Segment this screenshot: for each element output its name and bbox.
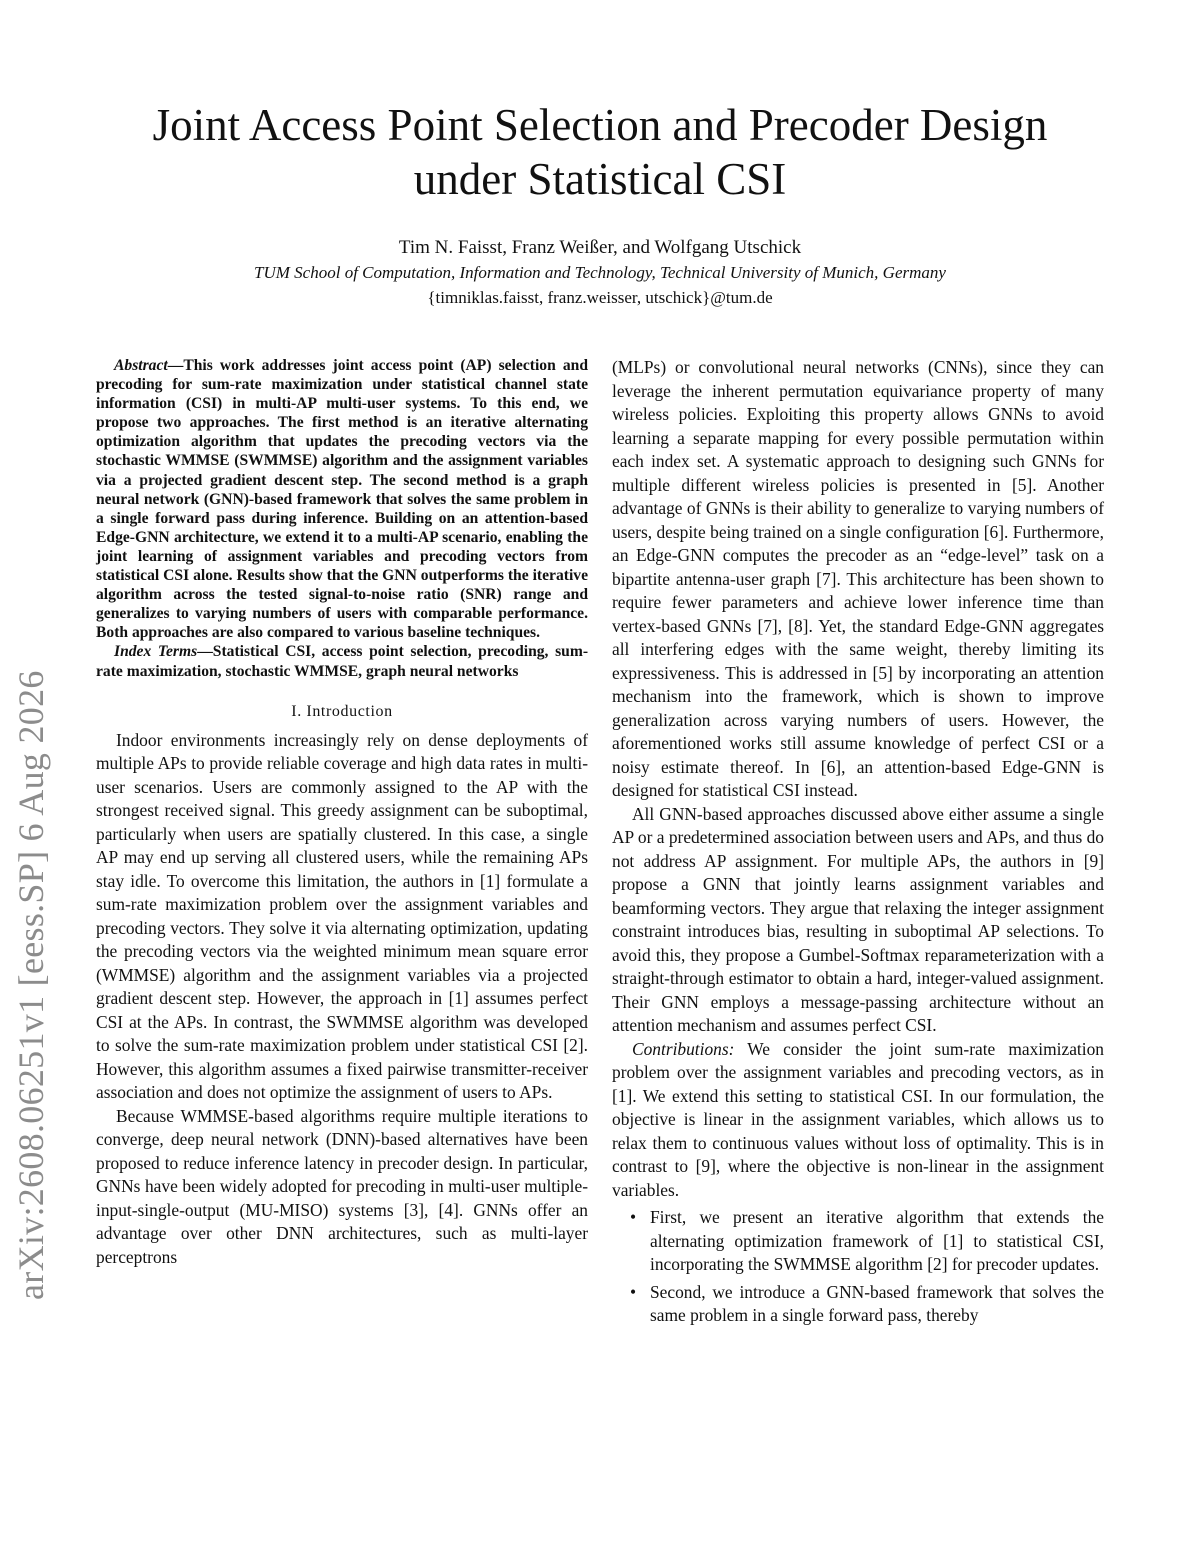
contributions-paragraph <box>612 1038 1104 1203</box>
title-line-2: under Statistical CSI <box>413 154 787 204</box>
intro-paragraph-2: Because WMMSE-based algorithms require multiple iterations to converge, deep neural network (DNN)-based alternatives have been proposed to reduce inference latency in precoder design. In particular, GNNs have been widely adopted for precoding in multi-user multiple-input-single-output (MU-MISO) systems [3], [4]. GNNs offer an advantage over other DNN architectures, such as multi-layer perceptrons <box>96 1105 588 1267</box>
left-column <box>96 356 588 1269</box>
contributions-list <box>612 1206 1104 1328</box>
bullet-icon: • <box>630 1281 637 1302</box>
contributions-label: Contributions: <box>632 1038 735 1059</box>
contributions-text: We consider the joint sum-rate maximization problem over the assignment variables and precoding vectors, as in [1]. We extend this setting to statistical CSI. In our formulation, the objective is linear in the assignment variables, which allows us to relax them to continuous values without loss of optimality. This is in contrast to [9], where the objective is non-linear in the assignment variables. <box>612 1038 1104 1200</box>
index-terms-text: —Statistical CSI, access point selection, precoding, sum-rate maximization, stochastic WMMSE, graph neural networks <box>96 643 589 680</box>
intro-paragraph-1: Indoor environments increasingly rely on dense deployments of multiple APs to provide reliable coverage and high data rates in multi-user scenarios. Users are commonly assigned to the AP with the strongest received signal. This greedy assignment can be suboptimal, particularly when users are spatially clustered. In this case, a single AP may end up serving all clustered users, while the remaining APs stay idle. To overcome this limitation, the authors in [1] formulate a sum-rate maximization problem over the assignment variables and precoding vectors. They solve it via alternating optimization, updating the precoding vectors via the weighted minimum mean square error (WMMSE) algorithm and the assignment variables via a projected gradient descent step. However, the approach in [1] assumes perfect CSI at the APs. In contrast, the SWMMSE algorithm was developed to solve the sum-rate maximization problem under statistical CSI [2]. However, this algorithm assumes a fixed pairwise transmitter-receiver association and does not optimize the assignment of users to APs. <box>96 729 588 1103</box>
contribution-bullet-2: Second, we introduce a GNN-based framework that solves the same problem in a single forward pass, thereby <box>650 1281 1104 1325</box>
list-item <box>612 1206 1104 1277</box>
right-paragraph-2: All GNN-based approaches discussed above either assume a single AP or a predetermined association between users and APs, and thus do not address AP assignment. For multiple APs, the authors in [9] propose a GNN that jointly learns assignment variables and beamforming vectors. They argue that relaxing the integer assignment constraint introduces bias, resulting in suboptimal AP selections. To avoid this, they propose a Gumbel-Softmax reparameterization with a straight-through estimator to obtain a hard, integer-valued assignment. Their GNN employs a message-passing architecture without an attention mechanism and assumes perfect CSI. <box>612 803 1104 1035</box>
title-line-1: Joint Access Point Selection and Precoder Design <box>152 100 1048 150</box>
abstract-label: Abstract <box>114 357 168 374</box>
section-heading-introduction: I. Introduction <box>291 702 393 720</box>
author-emails: {timniklas.faisst, franz.weisser, utschick}@tum.de <box>427 288 773 307</box>
right-paragraph-1: (MLPs) or convolutional neural networks (CNNs), since they can leverage the inherent permutation equivariance property of many wireless policies. Exploiting this property allows GNNs to avoid learning a separate mapping for every possible permutation within each index set. A systematic approach to designing such GNNs for multiple different wireless policies is presented in [5]. Another advantage of GNNs is their ability to generalize to varying numbers of users, despite being trained on a single configuration [6]. Furthermore, an Edge-GNN computes the precoder as an “edge-level” task on a bipartite antenna-user graph [7]. This architecture has been shown to require fewer parameters and achieve lower inference time than vertex-based GNNs [7], [8]. Yet, the standard Edge-GNN aggregates all interfering edges with the same weight, thereby limiting its expressiveness. This is addressed in [5] by incorporating an attention mechanism into the framework, which is shown to improve generalization across varying numbers of users. However, the aforementioned works still assume knowledge of perfect CSI or a noisy estimate thereof. In [6], an attention-based Edge-GNN is designed for statistical CSI instead. <box>612 357 1104 800</box>
abstract <box>96 356 588 642</box>
index-terms-label: Index Terms <box>114 643 198 661</box>
arxiv-side-stamp: arXiv:2608.06251v1 [eess.SP] 6 Aug 2026 <box>11 670 51 1300</box>
list-item <box>612 1281 1104 1328</box>
bullet-icon: • <box>630 1207 637 1227</box>
contribution-bullet-1: First, we present an iterative algorithm that extends the alternating optimization framework of [1] to statistical CSI, incorporating the SWMMSE algorithm [2] for precoder updates. <box>650 1207 1104 1274</box>
author-list: Tim N. Faisst, Franz Weißer, and Wolfgang Utschick <box>398 237 802 258</box>
right-column <box>612 356 1104 1332</box>
abstract-text: —This work addresses joint access point (AP) selection and precoding for sum-rate maximization under statistical channel state information (CSI) in multi-AP multi-user systems. To this end, we propose two approaches. The first method is an iterative alternating optimization algorithm that updates the precoding vectors via the stochastic WMMSE (SWMMSE) algorithm and the assignment variables via a projected gradient descent step. The second method is a graph neural network (GNN)-based framework that solves the same problem in a single forward pass during inference. Building on an attention-based Edge-GNN architecture, we extend it to a multi-AP scenario, enabling the joint learning of assignment variables and precoding vectors from statistical CSI alone. Results show that the GNN outperforms the iterative algorithm across the tested signal-to-noise ratio (SNR) range and generalizes to varying numbers of users with comparable performance. Both approaches are also compared to various baseline techniques. <box>96 357 588 642</box>
affiliation: TUM School of Computation, Information and Technology, Technical University of Munich, Germany <box>254 263 946 282</box>
index-terms <box>96 642 588 680</box>
paper-title <box>60 98 1140 206</box>
